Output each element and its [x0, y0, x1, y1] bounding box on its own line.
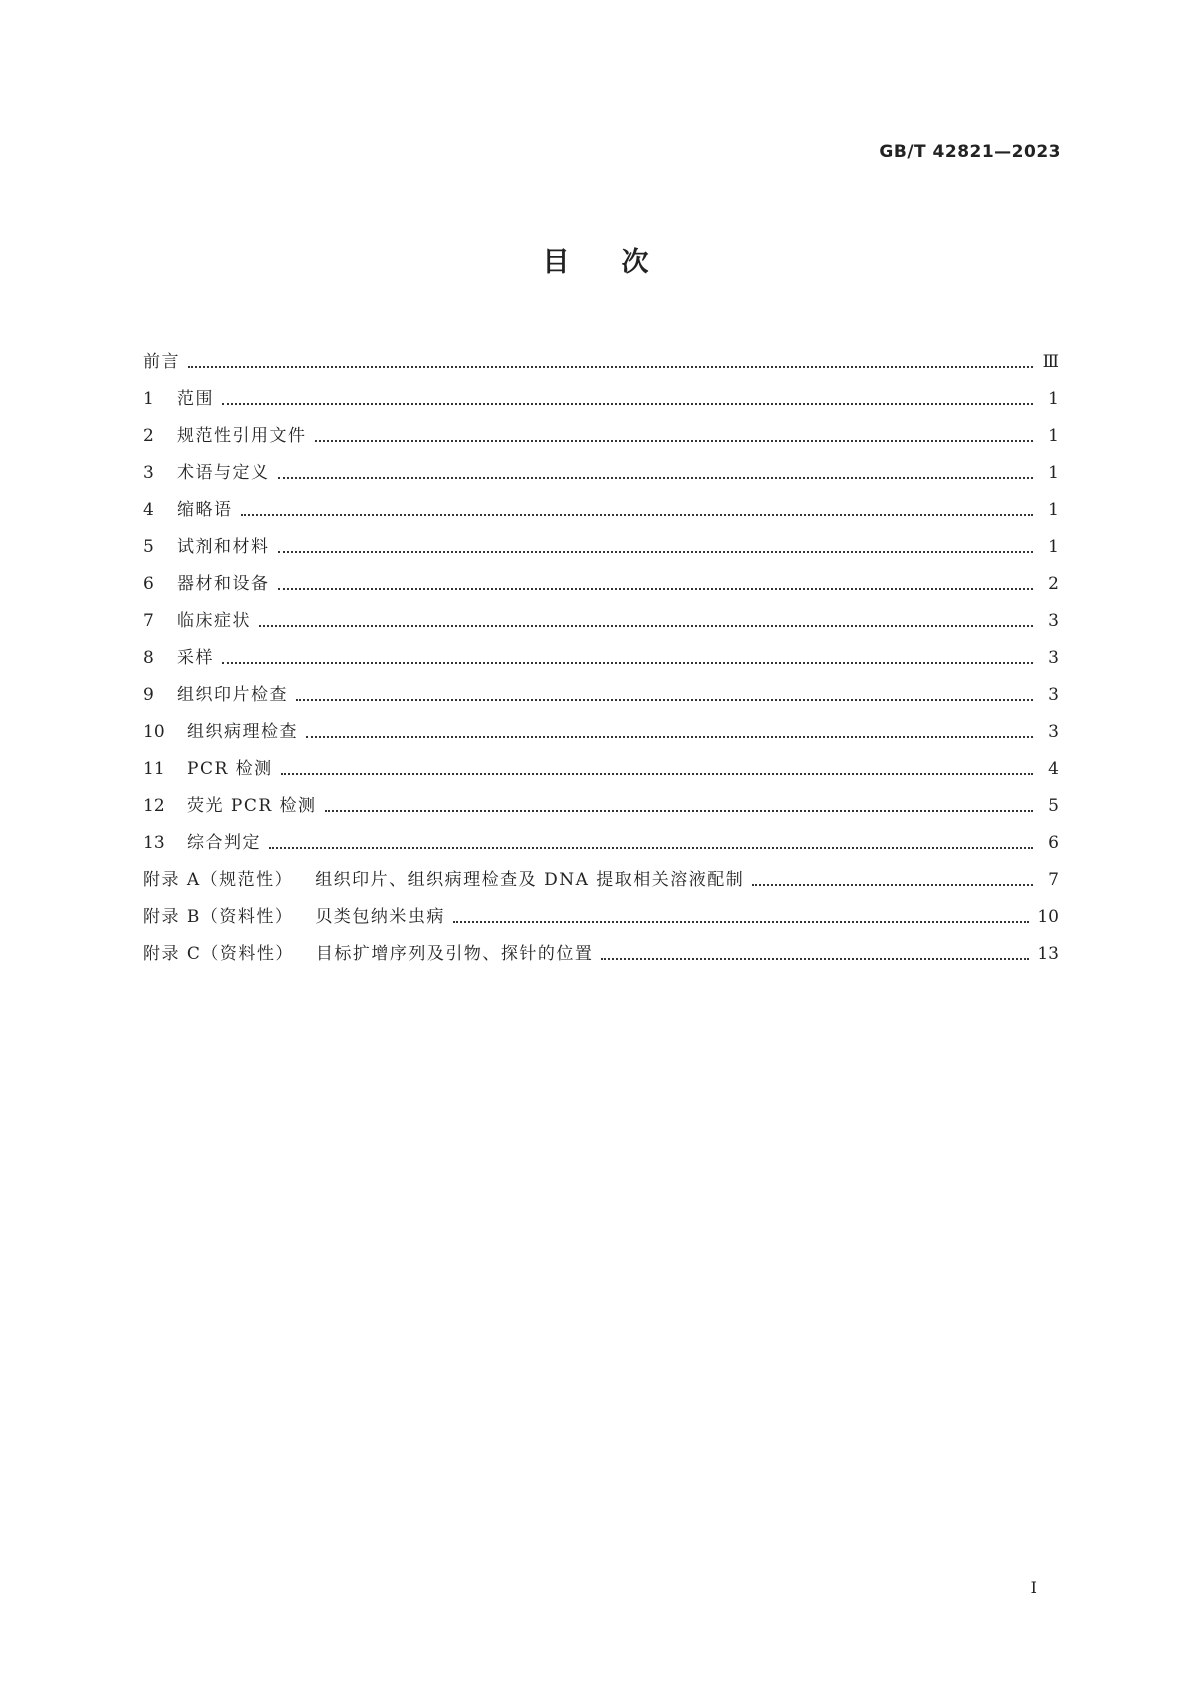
toc-appendix-tag: 附录 B（资料性） — [143, 907, 294, 927]
toc-entry-page: 4 — [1048, 759, 1059, 779]
toc-entry-title: 综合判定 — [187, 833, 261, 853]
toc-leader-dots — [752, 884, 1033, 886]
toc-leader-dots — [306, 736, 1033, 738]
toc-entry-12[interactable] — [143, 780, 1059, 817]
toc-entry-number: 13 — [143, 833, 165, 853]
toc-entry-number: 5 — [143, 537, 154, 557]
toc-entry-appendix-a[interactable] — [143, 854, 1059, 891]
toc-entry-page: 2 — [1048, 574, 1059, 594]
toc-entry-page: 1 — [1048, 500, 1059, 520]
toc-leader-dots — [259, 625, 1033, 627]
toc-entry-title: 缩略语 — [177, 500, 233, 520]
toc-entry-title: 组织病理检查 — [187, 722, 298, 742]
toc-leader-dots — [315, 440, 1034, 442]
page-title — [0, 240, 1191, 279]
toc-entry-page: 3 — [1048, 648, 1059, 668]
toc-entry-title: 试剂和材料 — [177, 537, 270, 557]
toc-leader-dots — [222, 662, 1033, 664]
toc-entry-title: 组织印片、组织病理检查及 DNA 提取相关溶液配制 — [315, 870, 745, 890]
standard-code: GB/T 42821—2023 — [879, 142, 1061, 162]
toc-entry-number: 6 — [143, 574, 154, 594]
toc-entry-page: 5 — [1048, 796, 1059, 816]
toc-entry-9[interactable] — [143, 669, 1059, 706]
toc-entry-page: 3 — [1048, 685, 1059, 705]
toc-entry-6[interactable] — [143, 558, 1059, 595]
toc-entry-11[interactable] — [143, 743, 1059, 780]
toc-leader-dots — [296, 699, 1033, 701]
table-of-contents — [143, 336, 1059, 965]
toc-leader-dots — [188, 366, 1033, 368]
toc-entry-title: 范围 — [177, 389, 214, 409]
toc-entry-title: 组织印片检查 — [177, 685, 288, 705]
toc-entry-2[interactable] — [143, 410, 1059, 447]
toc-entry-title: PCR 检测 — [187, 759, 273, 779]
toc-leader-dots — [278, 588, 1034, 590]
toc-entry-number: 10 — [143, 722, 165, 742]
toc-entry-page: 1 — [1048, 426, 1059, 446]
toc-entry-appendix-c[interactable] — [143, 928, 1059, 965]
toc-leader-dots — [241, 514, 1034, 516]
toc-entry-page: 7 — [1048, 870, 1059, 890]
toc-entry-number: 4 — [143, 500, 154, 520]
toc-entry-title: 规范性引用文件 — [177, 426, 307, 446]
toc-entry-4[interactable] — [143, 484, 1059, 521]
toc-entry-page: 13 — [1037, 944, 1059, 964]
toc-leader-dots — [325, 810, 1033, 812]
toc-entry-10[interactable] — [143, 706, 1059, 743]
toc-entry-page: 1 — [1048, 537, 1059, 557]
toc-entry-8[interactable] — [143, 632, 1059, 669]
toc-entry-page: 10 — [1037, 907, 1059, 927]
toc-appendix-tag: 附录 C（资料性） — [143, 944, 294, 964]
toc-entry-7[interactable] — [143, 595, 1059, 632]
toc-entry-number: 12 — [143, 796, 165, 816]
toc-entry-number: 2 — [143, 426, 154, 446]
toc-leader-dots — [278, 551, 1034, 553]
toc-entry-title: 器材和设备 — [177, 574, 270, 594]
toc-leader-dots — [269, 847, 1033, 849]
toc-entry-title: 临床症状 — [177, 611, 251, 631]
toc-entry-page: 1 — [1048, 389, 1059, 409]
toc-entry-13[interactable] — [143, 817, 1059, 854]
toc-entry-page: Ⅲ — [1042, 352, 1059, 372]
toc-entry-number: 8 — [143, 648, 154, 668]
toc-entry-page: 6 — [1048, 833, 1059, 853]
toc-appendix-tag: 附录 A（规范性） — [143, 870, 294, 890]
page-title-char-1: 目 — [542, 247, 570, 278]
toc-entry-number: 11 — [143, 759, 165, 779]
toc-entry-page: 1 — [1048, 463, 1059, 483]
toc-entry-number: 9 — [143, 685, 154, 705]
toc-entry-title: 目标扩增序列及引物、探针的位置 — [315, 944, 594, 964]
toc-entry-title: 术语与定义 — [177, 463, 270, 483]
toc-entry-foreword[interactable] — [143, 336, 1059, 373]
toc-leader-dots — [453, 921, 1029, 923]
toc-entry-title: 采样 — [177, 648, 214, 668]
toc-entry-title: 前言 — [143, 352, 180, 372]
toc-entry-title: 荧光 PCR 检测 — [187, 796, 317, 816]
toc-entry-5[interactable] — [143, 521, 1059, 558]
toc-entry-number: 1 — [143, 389, 154, 409]
toc-leader-dots — [222, 403, 1033, 405]
page-title-char-2: 次 — [621, 247, 649, 278]
toc-entry-3[interactable] — [143, 447, 1059, 484]
toc-entry-page: 3 — [1048, 722, 1059, 742]
toc-entry-page: 3 — [1048, 611, 1059, 631]
toc-leader-dots — [601, 958, 1029, 960]
toc-entry-number: 3 — [143, 463, 154, 483]
toc-entry-1[interactable] — [143, 373, 1059, 410]
toc-leader-dots — [278, 477, 1034, 479]
toc-leader-dots — [281, 773, 1033, 775]
toc-entry-appendix-b[interactable] — [143, 891, 1059, 928]
page-number: Ⅰ — [1030, 1578, 1037, 1597]
toc-entry-number: 7 — [143, 611, 154, 631]
toc-entry-title: 贝类包纳米虫病 — [315, 907, 445, 927]
